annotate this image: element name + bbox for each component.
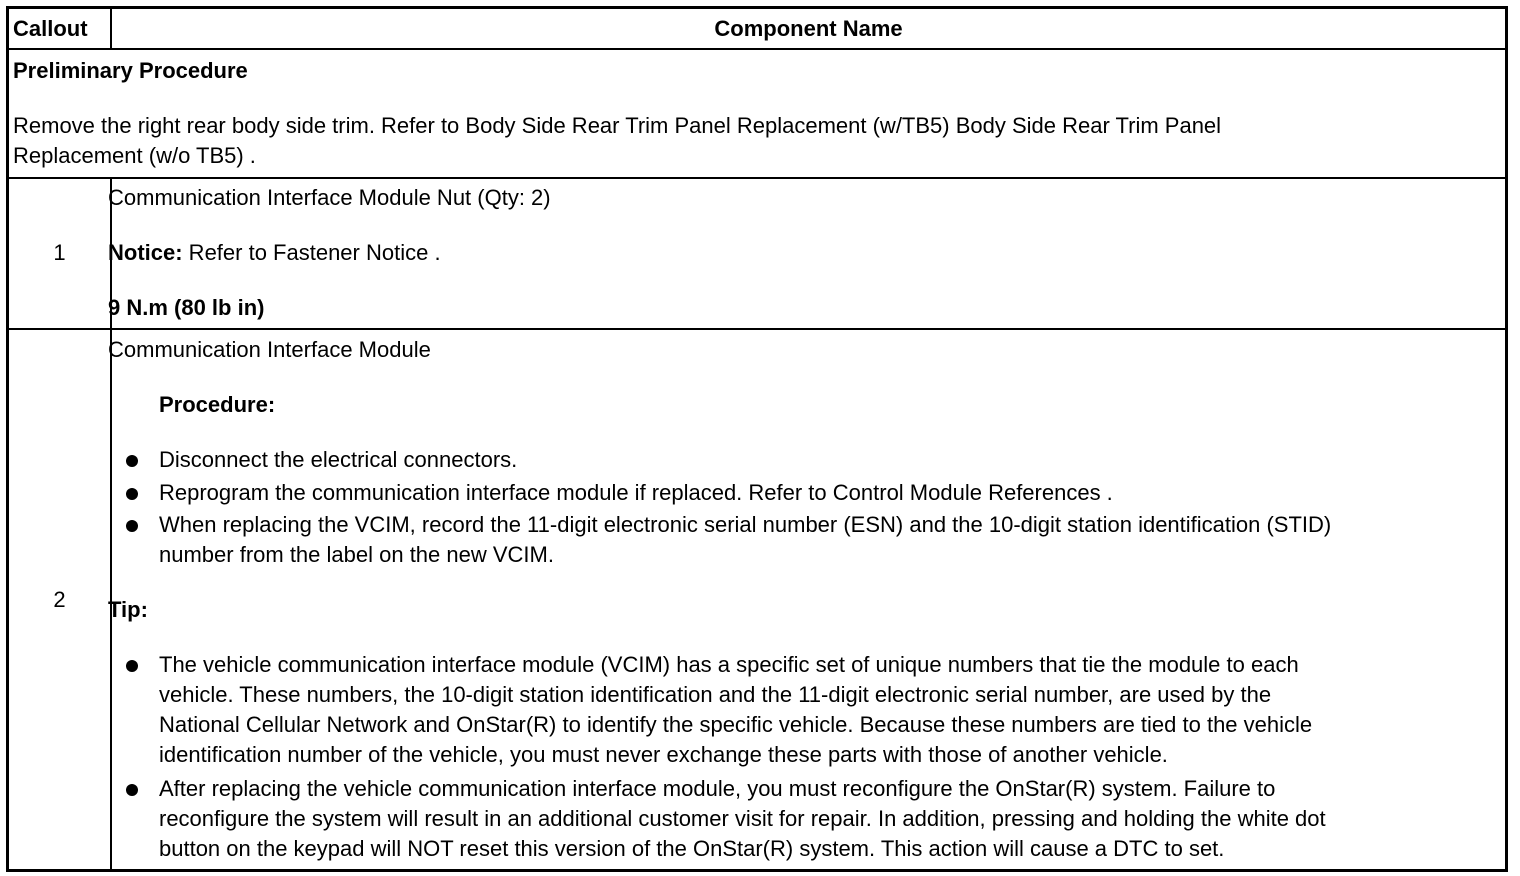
tip-1-line-1: The vehicle communication interface module (VCIM) has a specific set of unique numbers that tie the module to each [159,652,1299,677]
preliminary-divider [9,177,1505,179]
row2-component-name: Communication Interface Module [108,337,431,362]
notice-label: Notice: [108,240,183,265]
procedure-table [6,6,1508,872]
bullet-icon [126,784,138,796]
tip-2-line-2: reconfigure the system will result in an additional customer visit for repair. In addition, pressing and holding the white dot [159,806,1326,831]
column-divider-rows [110,177,112,872]
procedure-step-1: Disconnect the electrical connectors. [159,447,518,472]
tip-2-line-1: After replacing the vehicle communication interface module, you must reconfigure the OnStar(R) system. Failure to [159,776,1276,801]
preliminary-title: Preliminary Procedure [13,58,248,83]
tip-1-line-2: vehicle. These numbers, the 10-digit station identification and the 11-digit electronic serial number, are used by the [159,682,1272,707]
header-divider [9,48,1505,50]
procedure-step-3-line-2: number from the label on the new VCIM. [159,542,554,567]
component-column-header: Component Name [714,16,903,41]
row2-callout: 2 [53,587,66,612]
row1-callout: 1 [53,240,66,265]
tip-2-line-3: button on the keypad will NOT reset this version of the OnStar(R) system. This action will cause a DTC to set. [159,836,1225,861]
row1-divider [9,328,1505,330]
procedure-step-2: Reprogram the communication interface module if replaced. Refer to Control Module References . [159,480,1113,505]
bullet-icon [126,520,138,532]
tip-1-line-3: National Cellular Network and OnStar(R) to identify the specific vehicle. Because these numbers are tied to the vehicle [159,712,1313,737]
bullet-icon [126,660,138,672]
row1-notice [108,239,441,267]
row1-component-name: Communication Interface Module Nut (Qty: 2) [108,185,551,210]
preliminary-text-line-1: Remove the right rear body side trim. Refer to Body Side Rear Trim Panel Replacement (w/TB5) Body Side Rear Trim Panel [13,113,1222,138]
bullet-icon [126,488,138,500]
notice-text: Refer to Fastener Notice . [182,240,441,265]
tip-label: Tip: [108,597,148,622]
row1-torque: 9 N.m (80 lb in) [108,295,265,320]
procedure-label: Procedure: [159,392,276,417]
procedure-step-3-line-1: When replacing the VCIM, record the 11-digit electronic serial number (ESN) and the 10-digit station identification (STID) [159,512,1332,537]
callout-column-header: Callout [13,16,88,41]
bullet-icon [126,455,138,467]
tip-1-line-4: identification number of the vehicle, you must never exchange these parts with those of another vehicle. [159,742,1168,767]
preliminary-text-line-2: Replacement (w/o TB5) . [13,143,256,168]
